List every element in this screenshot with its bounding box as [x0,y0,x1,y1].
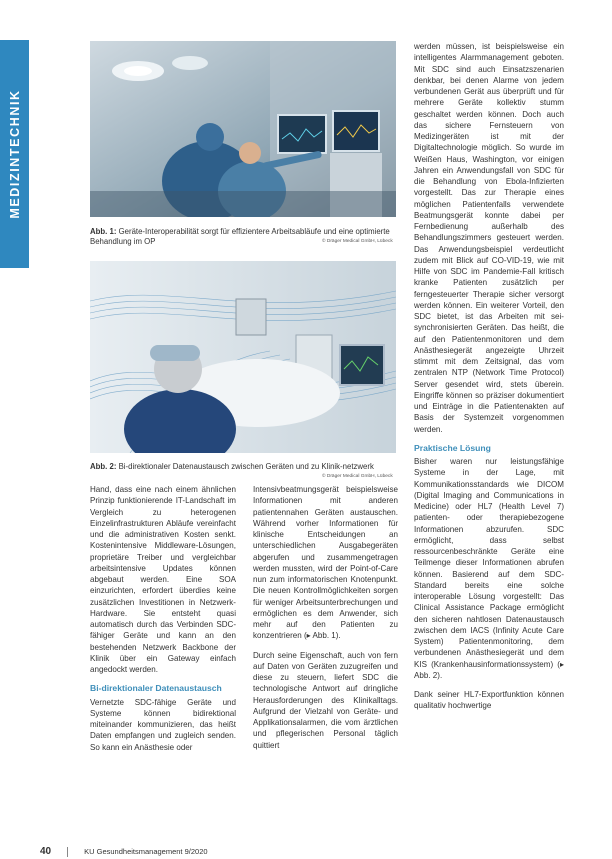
section-tab [0,40,29,268]
footer-divider [67,847,68,857]
figure-1-credit: © Dräger Medical GmbH, Lübeck [322,239,393,244]
paragraph: Bisher waren nur leistungsfähige Systeme in der Lage, mit Kommunikationsstandards wie DICOM (Digital Imaging and Communications in Medicine) oder HL7 (Health Level 7) patienten- oder therapiebezogene Informationen abzurufen. SDC ermöglicht, dass selbst ressourcenbeschränkte Geräte eine Teilmenge dieser Informationen abrufen können. Basierend auf dem SDC-Standard bereits eine solche interoperable Lösung vorgestellt: Das Clinical Assistance Package ermöglicht den sicheren nahtlosen Datenaustausch zwischen dem IACS (Infinity Acute Care System) Patientenmonitoring, dem verbundenen Anästhesiegerät und dem KIS (Krankenhausinformationssystem) (▸ Abb. 2). [414,457,564,680]
page-number: 40 [40,846,52,857]
paragraph: Vernetzte SDC-fähige Geräte und Systeme können bidirektional miteinander kommunizieren, das heißt Daten empfangen und zugleich senden. So kann ein Anästhesie oder [90,697,236,752]
column-right [414,41,564,720]
figure-1-caption [90,227,396,247]
paragraph: werden müssen, ist beispielsweise ein intelligentes Alarmmanagement geboten. Mit SDC sind auch Einsatzszenarien denkbar, bei denen Alarme von jedem verbundenen Gerät aus überprüft und für mehrere Geräte kollektiv stumm geschaltet werden können. Doch auch das sichere Fernsteuern von Medizingeräten ist mit der Digitaltechnologie möglich. So wurde im Weißen Haus, Washington, vor einigen Jahren ein Anwendungsfall von SDC für die Behandlung von Ebola-Infizierten vorgestellt. Das zur Therapie eines möglichen Patientenfalls verwendete Beatmungsgerät konnte dabei per Fernbedienung außerhalb des Behandlungszimmers gesteuert werden. Das Anwendungsbeispiel verdeutlicht zudem mit Blick auf CO-VID-19, wie mit Hilfe von SDC im Pandemie-Fall kritisch kranke Patienten zusätzlich per ferngesteuerter Therapie sicher versorgt werden können. Ein weiterer Vorteil, den SDC bietet, ist das Arbeiten mit sei-synchronisierten Geräten. Das heißt, die auf den Patientenmonitoren und dem Anästhesiegerät angezeigte Uhrzeit stimmt mit dem Zeitsignal, das vom zentralen NTP (Network Time Protocol) Server gesendet wird, stets überein. Eingriffe können so präziser dokumentiert und Einträge in die Patientenakten auf Basis der Systemzeit vorgenommen werden. [414,42,564,434]
paragraph: Intensivbeatmungsgerät beispielsweise Informationen mit anderen patientennahen Geräten austauschen. Während vorher Informationen für klinische Entscheidungen an unterschiedlichen Ausgabegeräten abgerufen und zusammengetragen werden mussten, wird der Point-of-Care nun zum informatorischen Knotenpunkt. Die neuen Kontrollmöglichkeiten sorgen für weniger Arbeitsunterbrechungen und ermöglichen es dem Anwender, sich mehr auf den Patienten zu konzentrieren (▸ Abb. 1). [253,485,398,641]
figure-2-credit: © Dräger Medical GmbH, Lübeck [322,474,393,479]
paragraph: Durch seine Eigenschaft, auch von fern auf Daten von Geräten zuzugreifen und diese zu steuern, liefert SDC die technologische Antwort auf dringliche Herausforderungen des Klinikalltags. Aufgrund der Vielzahl von Geräte- und Applikationsalarmen, die vom ärztlichen und pflegerischen Personal täglich quittiert [253,650,398,750]
figure-1-photo [90,41,396,217]
figure-2-photo [90,261,396,453]
paragraph: Dank seiner HL7-Exportfunktion können qualitativ hochwertige [414,690,564,711]
figure-2-caption-text: Bi-direktionaler Datenaustausch zwischen Geräten und zu Klinik-netzwerk [118,462,374,471]
column-middle [253,484,398,759]
subheading: Praktische Lösung [414,442,491,453]
subheading: Bi-direktionaler Datenaustausch [90,683,222,694]
section-label: MEDIZINTECHNIK [7,89,22,219]
figure-1-caption-text: Geräte-Interoperabilität sorgt für effizientere Arbeitsabläufe und eine optimierte Behandlung im OP [90,227,390,246]
page-footer [40,846,208,857]
operating-room-illustration [90,41,396,217]
figure-1-label: Abb. 1: [90,227,117,236]
publication-name: KU Gesundheitsmanagement 9/2020 [84,847,208,856]
column-left [90,484,236,761]
figure-2-caption [90,462,396,472]
data-exchange-illustration [90,261,396,453]
figure-2-label: Abb. 2: [90,462,117,471]
paragraph: Hand, dass eine nach einem ähnlichen Prinzip funktionierende IT-Landschaft im Vergleich zu heterogenen Einzelinfrastrukturen Abläufe vereinfacht und die administrativen Kosten senkt. Kostenintensive Middleware-Lösungen, proprietäre Treiber und vergleichbar arbeitsintensive Updates können abgebaut werden. Eine SOA einzurichten, erfordert überdies keine zusätzlichen Investitionen in Netzwerk-Hardware. Sie entsteht quasi automatisch durch das Verbinden SDC-fähiger Geräte und kann an den bestehenden Netzwerk Backbone der Klinik über ein Gateway einfach angedockt werden. [90,485,236,674]
